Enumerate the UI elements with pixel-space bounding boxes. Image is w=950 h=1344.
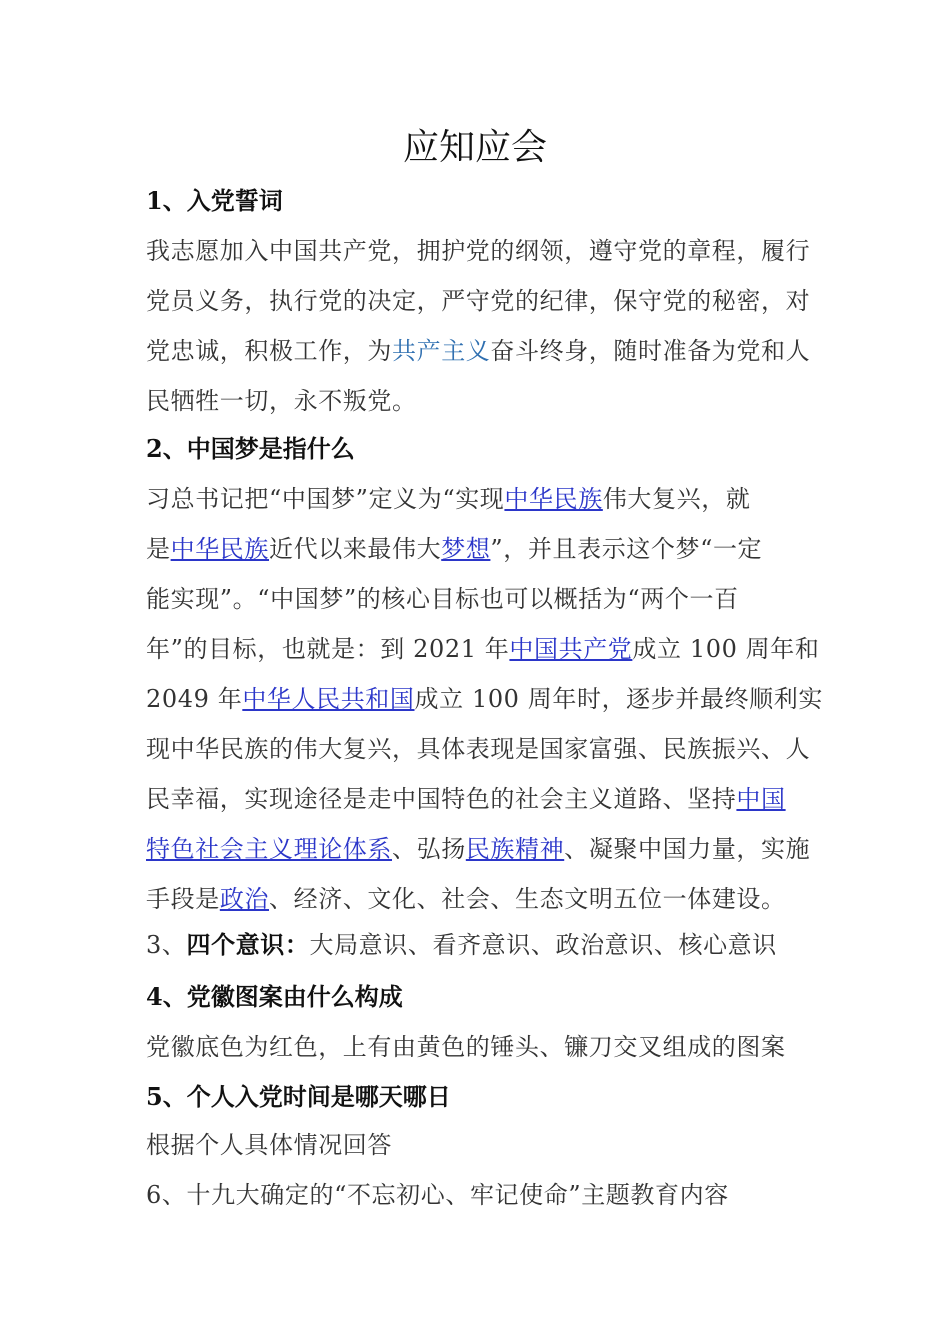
s1-l3-text-a: 党忠诚，积极工作，为 xyxy=(146,337,392,365)
s2-l2-text-b: 近代以来最伟大 xyxy=(269,535,442,563)
dream-link[interactable]: 梦想 xyxy=(441,535,491,563)
section-4-heading: 4、党徽图案由什么构成 xyxy=(146,982,403,1011)
s2-l5-text-b: 成立 100 周年时，逐步并最终顺利实 xyxy=(414,685,823,713)
s2-line-8 xyxy=(146,824,826,874)
s1-l3-text-b: 奋斗终身，随时准备为党和人 xyxy=(490,337,811,365)
section-6-text: 6、十九大确定的“不忘初心、牢记使命”主题教育内容 xyxy=(146,1181,729,1209)
section-5-heading: 5、个人入党时间是哪天哪日 xyxy=(146,1082,451,1111)
s2-line-5 xyxy=(146,674,826,724)
socialism-theory-link[interactable]: 特色社会主义理论体系 xyxy=(146,835,392,863)
s2-line-1 xyxy=(146,474,826,524)
s2-line-6: 现中华民族的伟大复兴，具体表现是国家富强、民族振兴、人 xyxy=(146,735,811,763)
s1-line-4: 民牺牲一切，永不叛党。 xyxy=(146,387,417,415)
s2-l7-text-a: 民幸福，实现途径是走中国特色的社会主义道路、坚持 xyxy=(146,785,737,813)
section-1-paragraph xyxy=(146,226,826,426)
s2-line-7 xyxy=(146,774,826,824)
s2-line-9 xyxy=(146,874,826,924)
s2-line-3: 能实现”。“中国梦”的核心目标也可以概括为“两个一百 xyxy=(146,585,739,613)
s2-l9-text-a: 手段是 xyxy=(146,885,220,913)
s1-line-2: 党员义务，执行党的决定，严守党的纪律，保守党的秘密，对 xyxy=(146,287,811,315)
section-4-text: 党徽底色为红色，上有由黄色的锤头、镰刀交叉组成的图案 xyxy=(146,1033,786,1061)
prc-link[interactable]: 中华人民共和国 xyxy=(242,685,415,713)
section-1-heading: 1、入党誓词 xyxy=(146,186,283,215)
s3-bold-label: 四个意识： xyxy=(186,930,310,959)
section-3-line xyxy=(146,928,826,962)
chinese-nation-link-2[interactable]: 中华民族 xyxy=(170,535,270,563)
s2-l5-text-a: 2049 年 xyxy=(146,685,243,713)
china-link[interactable]: 中国 xyxy=(736,785,786,813)
s1-line-1: 我志愿加入中国共产党，拥护党的纲领，遵守党的章程，履行 xyxy=(146,237,811,265)
s3-text: 大局意识、看齐意识、政治意识、核心意识 xyxy=(309,931,777,959)
chinese-nation-link-1[interactable]: 中华民族 xyxy=(504,485,603,513)
communism-link[interactable]: 共产主义 xyxy=(392,337,491,365)
section-5-text: 根据个人具体情况回答 xyxy=(146,1131,392,1159)
s2-l4-text-b: 成立 100 周年和 xyxy=(632,635,820,663)
section-2-heading: 2、中国梦是指什么 xyxy=(146,434,355,463)
s2-line-4 xyxy=(146,624,826,674)
national-spirit-link[interactable]: 民族精神 xyxy=(465,835,565,863)
politics-link[interactable]: 政治 xyxy=(219,885,270,913)
s2-l2-text-a: 是 xyxy=(146,535,171,563)
s2-l4-text-a: 年”的目标，也就是：到 2021 年 xyxy=(146,635,510,663)
s2-l8-text-b: 、凝聚中国力量，实施 xyxy=(564,835,811,863)
s2-line-2 xyxy=(146,524,826,574)
s2-l9-text-b: 、经济、文化、社会、生态文明五位一体建设。 xyxy=(269,885,786,913)
s2-l8-text-a: 、弘扬 xyxy=(392,835,466,863)
s2-l1-text-a: 习总书记把“中国梦”定义为“实现 xyxy=(146,485,505,513)
s1-line-3 xyxy=(146,326,826,376)
s2-l2-text-c: ”，并且表示这个梦“一定 xyxy=(490,535,763,563)
s2-l1-text-b: 伟大复兴，就 xyxy=(602,485,751,513)
section-2-paragraph xyxy=(146,474,826,924)
page-title: 应知应会 xyxy=(402,127,547,168)
cpc-link[interactable]: 中国共产党 xyxy=(509,635,633,663)
s3-prefix: 3、 xyxy=(146,931,187,959)
